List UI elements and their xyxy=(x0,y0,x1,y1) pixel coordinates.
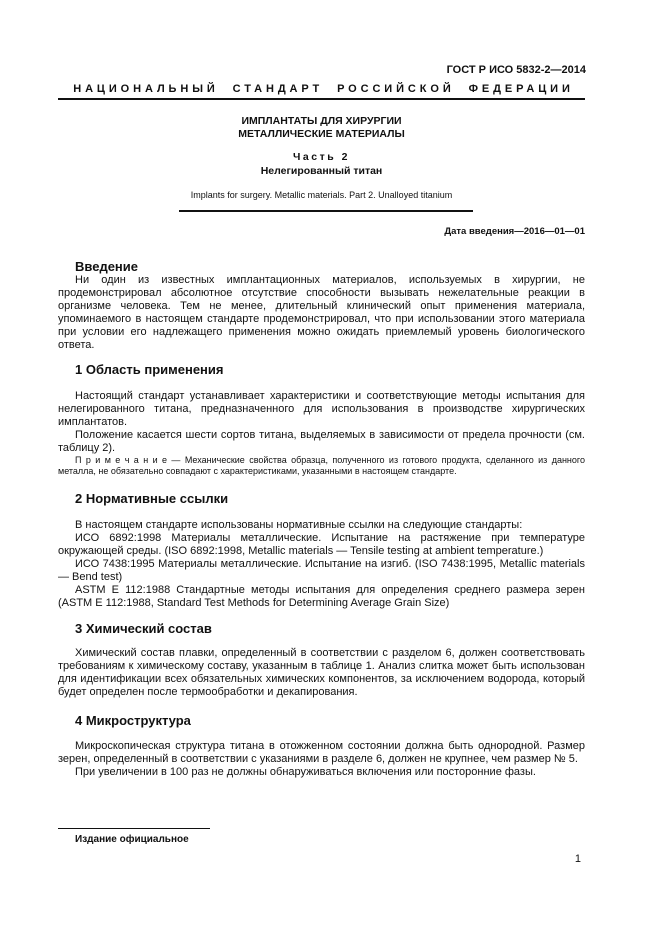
section-2-paragraph-1: В настоящем стандарте использованы нормативные ссылки на следующие стандарты: xyxy=(75,519,523,531)
section-2-heading: 2 Нормативные ссылки xyxy=(75,491,229,506)
national-standard-banner: НАЦИОНАЛЬНЫЙ СТАНДАРТ РОССИЙСКОЙ ФЕДЕРАЦИИ xyxy=(73,83,574,95)
section-2-body xyxy=(58,519,585,610)
standard-code: ГОСТ Р ИСО 5832-2—2014 xyxy=(446,64,586,76)
official-edition-label: Издание официальное xyxy=(75,834,189,845)
intro-heading: Введение xyxy=(75,259,138,274)
section-3-paragraph-1: Химический состав плавки, определенный в соответствии с разделом 6, должен соответствовать требованиям к химическому составу, указанным в таблице 1. Анализ слитка может быть использован для идентификации всех обязательных химических компонентов, за исключением водорода, который будет определен после термообработки и декапирования. xyxy=(58,647,585,698)
section-3-body xyxy=(58,647,585,699)
section-4-heading: 4 Микроструктура xyxy=(75,713,191,728)
intro-paragraph: Ни один из известных имплантационных материалов, используемых в хирургии, не продемонстрировал абсолютное отсутствие способности вызывать нежелательные реакции в организме человека. Тем не менее, длительный клинический опыт применения материала, упоминаемого в настоящем стандарте продемонстрировал, что при использовании этого материала при условии его надлежащего применения можно ожидать приемлемый уровень биологического ответа. xyxy=(58,274,585,351)
header-rule xyxy=(58,98,585,100)
section-2-paragraph-3: ИСО 7438:1995 Материалы металлические. Испытание на изгиб. (ISO 7438:1995, Metallic materials — Bend test) xyxy=(58,558,585,583)
section-1-body xyxy=(58,390,585,477)
title-rule xyxy=(179,210,473,212)
document-subtitle: Нелегированный титан xyxy=(260,165,383,177)
section-3-heading: 3 Химический состав xyxy=(75,621,212,636)
section-4-body xyxy=(58,740,585,779)
section-4-paragraph-2: При увеличении в 100 раз не должны обнаруживаться включения или посторонние фазы. xyxy=(75,766,536,778)
note-text: — Механические свойства образца, полученного из готового продукта, сделанного из данного металла, не обязательно совпадают с характеристиками, указанными в настоящем стандарте. xyxy=(58,455,585,476)
intro-body xyxy=(58,274,585,352)
title-line-2: МЕТАЛЛИЧЕСКИЕ МАТЕРИАЛЫ xyxy=(238,128,405,140)
section-1-heading: 1 Область применения xyxy=(75,362,224,377)
section-1-paragraph-2: Положение касается шести сортов титана, выделяемых в зависимости от предела прочности (см. таблицу 2). xyxy=(58,429,585,454)
title-line-1: ИМПЛАНТАТЫ ДЛЯ ХИРУРГИИ xyxy=(241,115,402,127)
english-title: Implants for surgery. Metallic materials. Part 2. Unalloyed titanium xyxy=(190,190,453,200)
section-2-paragraph-4: ASTM E 112:1988 Стандартные методы испытания для определения среднего размера зерен (ASTM E 112:1988, Standard Test Methods for Determining Average Grain Size) xyxy=(58,584,585,609)
section-1-paragraph-1: Настоящий стандарт устанавливает характеристики и соответствующие методы испытания для нелегированного титана, предназначенного для использования в производстве хирургических имплантатов. xyxy=(58,390,585,428)
note-label: П р и м е ч а н и е xyxy=(75,455,168,465)
footer-rule xyxy=(58,828,210,829)
document-title xyxy=(58,115,585,141)
section-1-note xyxy=(58,455,585,477)
page-number: 1 xyxy=(574,853,581,865)
section-4-paragraph-1: Микроскопическая структура титана в отожженном состоянии должна быть однородной. Размер зерен, определенный в соответствии с указаниями в разделе 6, должен не крупнее, чем размер № 5. xyxy=(58,740,585,765)
part-label: Часть 2 xyxy=(293,151,350,163)
introduction-date: Дата введения—2016—01—01 xyxy=(444,226,585,237)
section-2-paragraph-2: ИСО 6892:1998 Материалы металлические. Испытание на растяжение при температуре окружающей среды. (ISO 6892:1998, Metallic materials — Tensile testing at ambient temperature.) xyxy=(58,532,585,557)
